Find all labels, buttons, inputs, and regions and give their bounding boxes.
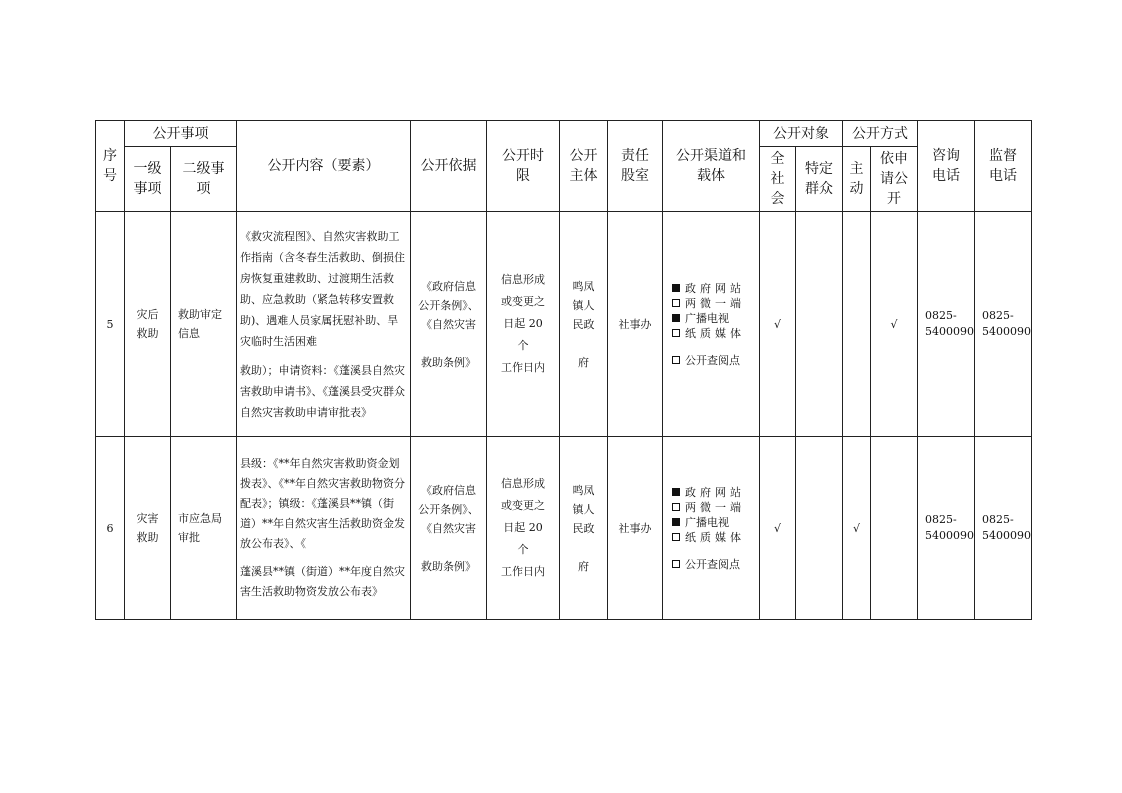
row-channels [663,212,760,437]
row-subject: 鸣凤 镇人 民政 府 [560,437,608,620]
row-all-society: √ [760,437,796,620]
header-all-society: 全 社 会 [760,147,796,212]
row-level2: 市应急局 审批 [171,437,237,620]
header-specific-group: 特定 群众 [796,147,843,212]
row-dept: 社事办 [608,437,663,620]
row-subject: 鸣凤 镇人 民政 府 [560,212,608,437]
header-active: 主 动 [843,147,871,212]
row-supervise-phone: 0825- 5400090 [975,437,1032,620]
header-level1: 一级 事项 [125,147,171,212]
channel-label: 纸质媒体 [685,326,745,340]
checked-box-icon [672,314,680,322]
row-on-request: √ [871,212,918,437]
header-level2: 二级事 项 [171,147,237,212]
row-on-request [871,437,918,620]
channel-option [672,530,759,545]
header-basis: 公开依据 [411,121,487,212]
channel-label: 两微一端 [685,296,745,310]
unchecked-box-icon [672,356,680,364]
channel-option [672,353,759,368]
channel-option [672,485,759,500]
row-specific-group [796,437,843,620]
channel-option [672,557,759,572]
checked-box-icon [672,488,680,496]
channel-label: 公开查阅点 [685,353,740,367]
header-subject: 公开 主体 [560,121,608,212]
row-all-society: √ [760,212,796,437]
channel-label: 广播电视 [685,311,729,325]
row-active: √ [843,437,871,620]
header-seq: 序 号 [96,121,125,212]
header-dept: 责任 股室 [608,121,663,212]
channel-option [672,515,759,530]
row-dept: 社事办 [608,212,663,437]
row-level1: 灾害 救助 [125,437,171,620]
channel-label: 两微一端 [685,500,745,514]
row-seq: 6 [96,437,125,620]
channel-label: 纸质媒体 [685,530,745,544]
row-active [843,212,871,437]
disclosure-table [95,120,1032,620]
checked-box-icon [672,518,680,526]
channel-option [672,326,759,341]
header-time-limit: 公开时 限 [487,121,560,212]
header-channels: 公开渠道和 载体 [663,121,760,212]
unchecked-box-icon [672,329,680,337]
table-row [96,437,1032,620]
unchecked-box-icon [672,533,680,541]
row-specific-group [796,212,843,437]
unchecked-box-icon [672,299,680,307]
row-content: 县级：《**年自然灾害救助资金划拨表》、《**年自然灾害救助物资分配表》；镇级：《蓬溪县**镇（街道）**年自然灾害生活救助资金发放公布表》、《 蓬溪县**镇（街道）**年度自然灾害生活救助物资发放公布表》 [237,437,411,620]
row-content: 《救灾流程图》、自然灾害救助工作指南（含冬春生活救助、倒损住房恢复重建救助、过渡期生活救助、应急救助（紧急转移安置救助)、遇难人员家属抚慰补助、旱灾临时生活困难 救助）；申请资料：《蓬溪县自然灾害救助申请书》、《蓬溪县受灾群众自然灾害救助申请审批表》 [237,212,411,437]
row-channels [663,437,760,620]
channel-option [672,281,759,296]
header-items-group: 公开事项 [125,121,237,147]
channel-option [672,311,759,326]
unchecked-box-icon [672,503,680,511]
channel-option [672,500,759,515]
channel-label: 广播电视 [685,515,729,529]
row-time-limit: 信息形成 或变更之 日起 20 个 工作日内 [487,212,560,437]
checked-box-icon [672,284,680,292]
header-consult-phone: 咨询 电话 [918,121,975,212]
header-supervise-phone: 监督 电话 [975,121,1032,212]
header-on-request: 依申 请公 开 [871,147,918,212]
row-time-limit: 信息形成 或变更之 日起 20 个 工作日内 [487,437,560,620]
row-basis: 《政府信息 公开条例》、 《自然灾害 救助条例》 [411,212,487,437]
row-consult-phone: 0825- 5400090 [918,437,975,620]
row-basis: 《政府信息 公开条例》、 《自然灾害 救助条例》 [411,437,487,620]
row-consult-phone: 0825- 5400090 [918,212,975,437]
row-supervise-phone: 0825- 5400090 [975,212,1032,437]
row-level2: 救助审定 信息 [171,212,237,437]
channel-label: 公开查阅点 [685,557,740,571]
row-seq: 5 [96,212,125,437]
header-method-group: 公开方式 [843,121,918,147]
row-level1: 灾后 救助 [125,212,171,437]
header-content: 公开内容（要素） [237,121,411,212]
header-audience-group: 公开对象 [760,121,843,147]
channel-label: 政府网站 [685,485,745,499]
unchecked-box-icon [672,560,680,568]
channel-option [672,296,759,311]
table-row [96,212,1032,437]
channel-label: 政府网站 [685,281,745,295]
